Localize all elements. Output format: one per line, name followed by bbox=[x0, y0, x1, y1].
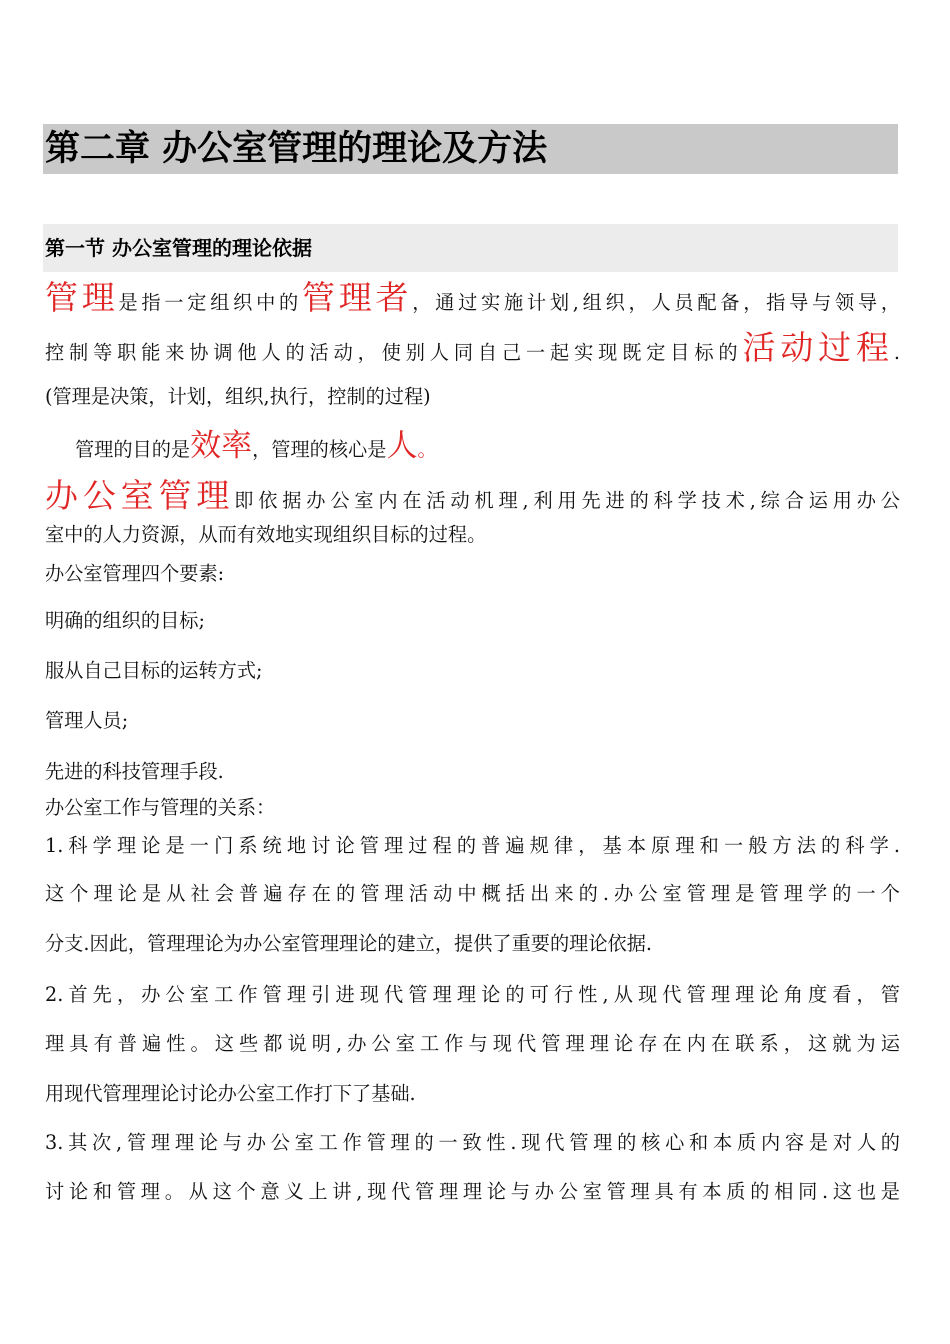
relation-intro: 办公室工作与管理的关系： bbox=[45, 796, 276, 819]
element-item: 服从自己目标的运转方式; bbox=[45, 659, 263, 682]
term-manager: 管理者 bbox=[302, 278, 413, 317]
element-item: 明确的组织的目标; bbox=[45, 609, 205, 632]
element-item: 管理人员; bbox=[45, 709, 129, 732]
term-management: 管理 bbox=[45, 278, 119, 317]
paragraph-2-line: 用现代管理理论讨论办公室工作打下了基础. bbox=[45, 1082, 416, 1105]
term-people: 人 bbox=[386, 428, 418, 464]
elements-intro: 办公室管理四个要素: bbox=[45, 562, 225, 585]
term-efficiency: 效率 bbox=[190, 428, 253, 464]
definition-note: (管理是决策，计划，组织,执行，控制的过程) bbox=[45, 385, 431, 408]
paragraph-1-line: 分支.因此，管理理论为办公室管理理论的建立，提供了重要的理论依据. bbox=[45, 932, 653, 955]
office-definition-line-1 bbox=[45, 476, 900, 516]
paragraph-2-line: 2.首先，办公室工作管理引进现代管理理论的可行性,从现代管理理论角度看，管 bbox=[45, 983, 900, 1006]
office-definition-line-2: 室中的人力资源，从而有效地实现组织目标的过程。 bbox=[45, 523, 487, 546]
definition-line-2 bbox=[45, 328, 900, 368]
purpose-text: 管理的目的是 bbox=[75, 438, 191, 461]
definition-text: 是指一定组织中的 bbox=[118, 291, 302, 314]
office-definition-text: 即依据办公室内在活动机理,利用先进的科学技术,综合运用办公 bbox=[234, 489, 900, 512]
purpose-line bbox=[75, 428, 437, 465]
definition-line-1 bbox=[45, 278, 900, 318]
purpose-end: 。 bbox=[417, 438, 437, 461]
definition-text: ，通过实施计划,组织，人员配备，指导与领导， bbox=[412, 291, 901, 314]
definition-text: 控制等职能来协调他人的活动，使别人同自己一起实现既定目标的 bbox=[45, 341, 743, 364]
element-item: 先进的科技管理手段. bbox=[45, 760, 224, 783]
chapter-title: 第二章 办公室管理的理论及方法 bbox=[43, 124, 898, 174]
term-activity-process: 活动过程 bbox=[742, 328, 894, 367]
term-office-management: 办公室管理 bbox=[45, 476, 235, 515]
paragraph-3-line: 讨论和管理。从这个意义上讲,现代管理理论与办公室管理具有本质的相同.这也是 bbox=[45, 1180, 900, 1203]
paragraph-1-line: 这个理论是从社会普遍存在的管理活动中概括出来的.办公室管理是管理学的一个 bbox=[45, 882, 900, 905]
definition-text: . bbox=[893, 341, 901, 364]
paragraph-1-line: 1.科学理论是一门系统地讨论管理过程的普遍规律，基本原理和一般方法的科学. bbox=[45, 834, 900, 857]
paragraph-3-line: 3.其次,管理理论与办公室工作管理的一致性.现代管理的核心和本质内容是对人的 bbox=[45, 1131, 900, 1154]
purpose-text: ，管理的核心是 bbox=[252, 438, 387, 461]
paragraph-2-line: 理具有普遍性。这些都说明,办公室工作与现代管理理论存在内在联系，这就为运 bbox=[45, 1032, 900, 1055]
section-title: 第一节 办公室管理的理论依据 bbox=[43, 224, 898, 272]
